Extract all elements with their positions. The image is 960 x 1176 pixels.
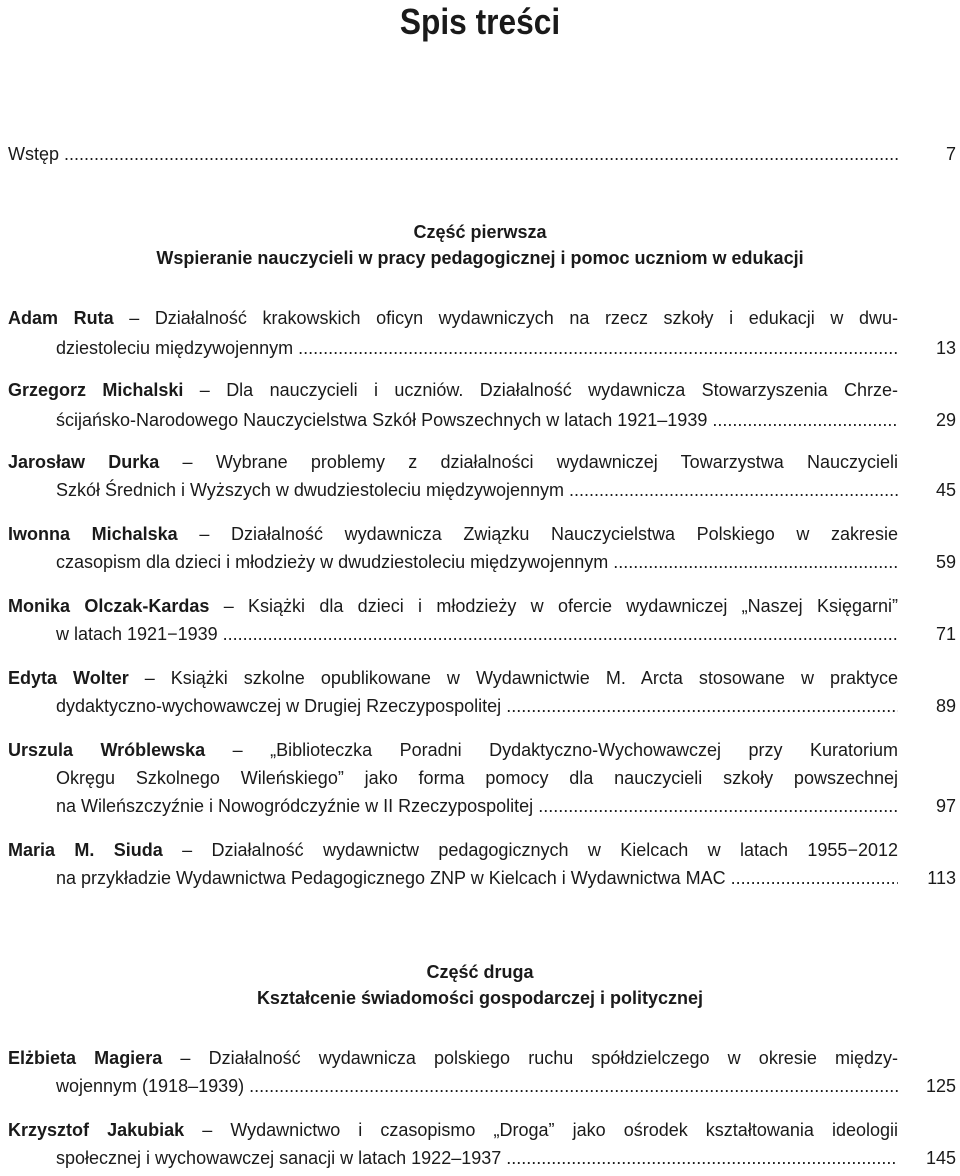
- toc-entry-line[interactable]: społecznej i wychowawczej sanacji w latach 1922–1937 .....: [56, 1146, 898, 1170]
- author-name: Monika Olczak-Kardas: [8, 596, 210, 616]
- entry-title: „Biblioteczka Poradni Dydaktyczno-Wychowawczej przy Kuratorium: [270, 740, 898, 760]
- page-number: 145: [925, 1148, 956, 1168]
- page-number: 59: [935, 552, 956, 572]
- toc-entry-line[interactable]: Edyta Wolter – Książki szkolne opublikowane w Wydawnictwie M. Arcta stosowane w praktyce: [8, 668, 898, 688]
- toc-entry-line[interactable]: wojennym (1918–1939) .....: [56, 1074, 898, 1098]
- part-title: Kształcenie świadomości gospodarczej i politycznej: [256, 988, 704, 1008]
- entry-title: Dla nauczycieli i uczniów. Działalność wydawnicza Stowarzyszenia Chrze-: [226, 380, 898, 400]
- page-number: 7: [945, 144, 956, 164]
- part-title: Wspieranie nauczycieli w pracy pedagogicznej i pomoc uczniom w edukacji: [156, 248, 804, 268]
- part-label: Część druga: [426, 962, 534, 982]
- author-name: Jarosław Durka: [8, 452, 160, 472]
- entry-title: Książki szkolne opublikowane w Wydawnictwie M. Arcta stosowane w praktyce: [170, 668, 898, 688]
- toc-entry-intro[interactable]: [8, 142, 898, 166]
- toc-entry-line[interactable]: dydaktyczno-wychowawczej w Drugiej Rzeczypospolitej .....: [56, 694, 898, 718]
- author-name: Maria M. Siuda: [8, 840, 163, 860]
- toc-entry-line[interactable]: ścijańsko-Narodowego Nauczycielstwa Szkół Powszechnych w latach 1921–1939 .....: [56, 408, 898, 432]
- author-name: Edyta Wolter: [8, 668, 129, 688]
- entry-title: Wydawnictwo i czasopismo „Droga” jako ośrodek kształtowania ideologii: [230, 1120, 898, 1140]
- part-label: Część pierwsza: [413, 222, 547, 242]
- page-number: 125: [925, 1076, 956, 1096]
- toc-entry-line[interactable]: Grzegorz Michalski – Dla nauczycieli i uczniów. Działalność wydawnicza Stowarzyszenia Chrze-: [8, 380, 898, 400]
- toc-entry-line[interactable]: Maria M. Siuda – Działalność wydawnictw pedagogicznych w Kielcach w latach 1955−2012: [8, 840, 898, 860]
- entry-title: Działalność wydawnicza polskiego ruchu spółdzielczego w okresie między-: [208, 1048, 898, 1068]
- author-name: Urszula Wróblewska: [8, 740, 206, 760]
- author-name: Elżbieta Magiera: [8, 1048, 163, 1068]
- entry-title: Działalność wydawnicza Związku Nauczycielstwa Polskiego w zakresie: [230, 524, 898, 544]
- entry-title: Wybrane problemy z działalności wydawniczej Towarzystwa Nauczycieli: [215, 452, 898, 472]
- author-name: Krzysztof Jakubiak: [8, 1120, 185, 1140]
- author-name: Grzegorz Michalski: [8, 380, 184, 400]
- entry-title: Działalność wydawnictw pedagogicznych w Kielcach w latach 1955−2012: [211, 840, 898, 860]
- page-number: 45: [935, 480, 956, 500]
- toc-entry-line[interactable]: na Wileńszczyźnie i Nowogródczyźnie w II Rzeczypospolitej .....: [56, 794, 898, 818]
- page-number: 29: [935, 410, 956, 430]
- entry-title: Książki dla dzieci i młodzieży w ofercie wydawniczej „Naszej Księgarni”: [248, 596, 898, 616]
- author-name: Iwonna Michalska: [8, 524, 178, 544]
- toc-entry-line[interactable]: w latach 1921−1939 .....: [56, 622, 898, 646]
- toc-entry-line[interactable]: czasopism dla dzieci i młodzieży w dwudziestoleciu międzywojennym .....: [56, 550, 898, 574]
- author-name: Adam Ruta: [8, 308, 114, 328]
- intro-label: Wstęp: [8, 144, 60, 164]
- page-number: 113: [927, 868, 956, 888]
- page-number: 13: [935, 338, 956, 358]
- page-number: 89: [935, 696, 956, 716]
- toc-entry-line[interactable]: na przykładzie Wydawnictwa Pedagogicznego ZNP w Kielcach i Wydawnictwa MAC .....: [56, 866, 898, 890]
- toc-entry-line[interactable]: Iwonna Michalska – Działalność wydawnicza Związku Nauczycielstwa Polskiego w zakresie: [8, 524, 898, 544]
- page-number: 71: [935, 624, 956, 644]
- toc-entry-line[interactable]: Urszula Wróblewska – „Biblioteczka Poradni Dydaktyczno-Wychowawczej przy Kuratorium: [8, 740, 898, 760]
- entry-title: Działalność krakowskich oficyn wydawniczych na rzecz szkoły i edukacji w dwu-: [154, 308, 898, 328]
- toc-entry-line[interactable]: Szkół Średnich i Wyższych w dwudziestoleciu międzywojennym .....: [56, 478, 898, 502]
- toc-entry-line[interactable]: Elżbieta Magiera – Działalność wydawnicza polskiego ruchu spółdzielczego w okresie między-: [8, 1048, 898, 1068]
- toc-entry-line[interactable]: Jarosław Durka – Wybrane problemy z działalności wydawniczej Towarzystwa Nauczycieli: [8, 452, 898, 472]
- toc-entry-line[interactable]: Krzysztof Jakubiak – Wydawnictwo i czasopismo „Droga” jako ośrodek kształtowania ideologii: [8, 1120, 898, 1140]
- page-number: 97: [935, 796, 956, 816]
- page-title: Spis treści: [399, 1, 561, 42]
- toc-entry-line[interactable]: Okręgu Szkolnego Wileńskiego” jako forma pomocy dla nauczycieli szkoły powszechnej: [56, 768, 898, 788]
- toc-entry-line[interactable]: Monika Olczak-Kardas – Książki dla dzieci i młodzieży w ofercie wydawniczej „Naszej Księgarni”: [8, 596, 898, 616]
- toc-entry-line[interactable]: Adam Ruta – Działalność krakowskich oficyn wydawniczych na rzecz szkoły i edukacji w dwu-: [8, 308, 898, 328]
- toc-entry-line[interactable]: dziestoleciu międzywojennym .....: [56, 336, 898, 360]
